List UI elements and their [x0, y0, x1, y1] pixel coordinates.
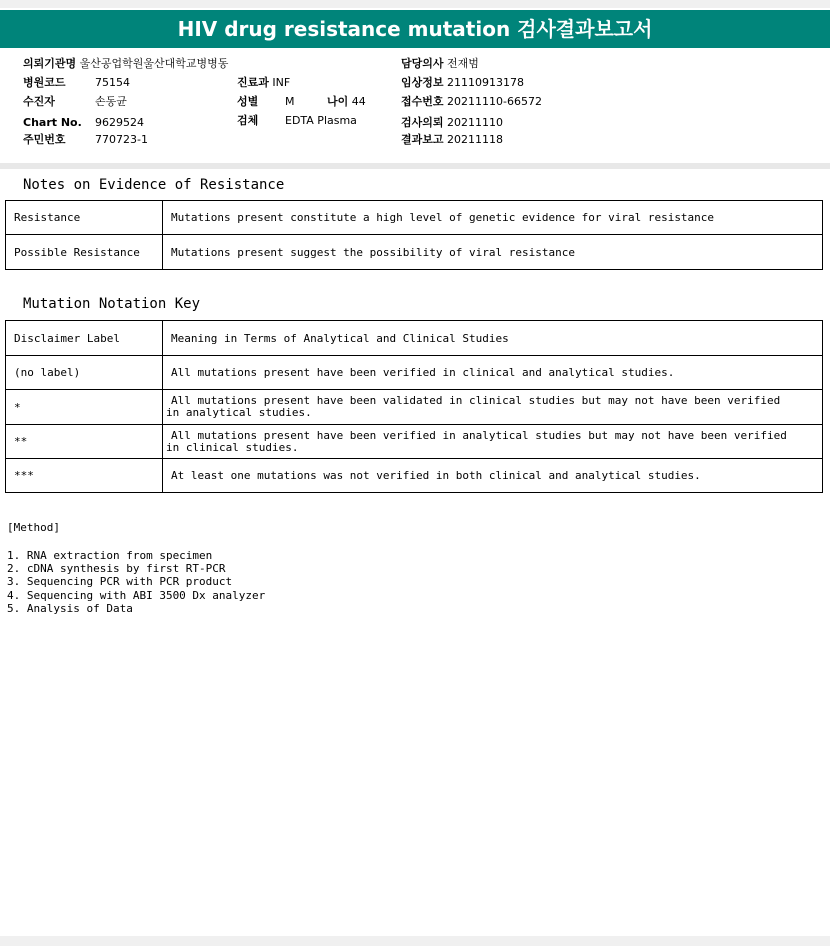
table-row: [6, 356, 823, 390]
table-row: [6, 390, 823, 425]
doctor-row: [401, 57, 479, 71]
notation-text: At least one mutations was not verified in both clinical and analytical studies.: [163, 459, 823, 493]
table-row: [6, 459, 823, 493]
department-label: 진료과: [237, 76, 269, 89]
chart-no-row: [23, 116, 82, 130]
notation-label: ***: [6, 459, 163, 493]
examinee-value: 손동균: [95, 95, 127, 108]
chart-no-label: Chart No.: [23, 116, 82, 129]
hospital-code-row: [23, 76, 66, 90]
examinee-row: [23, 95, 55, 109]
specimen-label: 검체: [237, 114, 259, 127]
hospital-code-label: 병원코드: [23, 76, 66, 89]
institution-value: 울산공업학원울산대학교병병동: [79, 57, 229, 70]
notation-label: *: [6, 390, 163, 425]
notation-text: All mutations present have been verified in clinical and analytical studies.: [163, 356, 823, 390]
examinee-label: 수진자: [23, 95, 55, 108]
notation-label: (no label): [6, 356, 163, 390]
age-value: 44: [351, 95, 366, 108]
method-step: 4. Sequencing with ABI 3500 Dx analyzer: [7, 589, 266, 602]
evidence-label: Possible Resistance: [6, 235, 163, 270]
department-row: [237, 76, 290, 90]
report-date-label: 결과보고: [401, 133, 444, 146]
clinical-info-value: 21110913178: [447, 76, 524, 89]
notation-label: **: [6, 425, 163, 459]
notation-text: All mutations present have been validated in clinical studies but may not have been verified in analytical studies.: [163, 390, 823, 425]
evidence-table: [5, 200, 823, 270]
report-date-value: 20211118: [447, 133, 504, 146]
table-header-row: [6, 321, 823, 356]
receipt-no-label: 접수번호: [401, 95, 444, 108]
receipt-no-row: [401, 95, 542, 109]
evidence-text: Mutations present constitute a high level of genetic evidence for viral resistance: [163, 201, 823, 235]
resident-no-value: 770723-1: [95, 133, 148, 146]
clinical-info-label: 임상정보: [401, 76, 444, 89]
department-value: INF: [272, 76, 291, 89]
method-step: 1. RNA extraction from specimen: [7, 549, 213, 562]
notation-text: All mutations present have been verified in analytical studies but may not have been verified in clinical studies.: [163, 425, 823, 459]
column-header: Meaning in Terms of Analytical and Clinical Studies: [163, 321, 823, 356]
divider: [0, 163, 830, 169]
receipt-no-value: 20211110-66572: [447, 95, 542, 108]
request-date-value: 20211110: [447, 116, 504, 129]
column-header: Disclaimer Label: [6, 321, 163, 356]
evidence-label: Resistance: [6, 201, 163, 235]
notation-table: [5, 320, 823, 493]
request-date-label: 검사의뢰: [401, 116, 444, 129]
chart-no-value: 9629524: [95, 116, 144, 129]
table-row: [6, 201, 823, 235]
specimen-value: EDTA Plasma: [285, 114, 357, 127]
method-title: [Method]: [7, 521, 60, 534]
method-step: 3. Sequencing PCR with PCR product: [7, 575, 233, 588]
resident-no-row: [23, 133, 66, 147]
institution-row: [23, 57, 228, 71]
evidence-title: Notes on Evidence of Resistance: [23, 177, 285, 193]
age-label: 나이: [327, 95, 349, 108]
method-step: 2. cDNA synthesis by first RT-PCR: [7, 562, 226, 575]
method-step: 5. Analysis of Data: [7, 602, 133, 615]
request-date-row: [401, 116, 503, 130]
evidence-text: Mutations present suggest the possibility of viral resistance: [163, 235, 823, 270]
notation-title: Mutation Notation Key: [23, 296, 201, 312]
report-date-row: [401, 133, 503, 147]
table-row: [6, 235, 823, 270]
doctor-label: 담당의사: [401, 57, 444, 70]
institution-label: 의뢰기관명: [23, 57, 77, 70]
age-row: [327, 95, 366, 109]
hospital-code-value: 75154: [95, 76, 130, 89]
sex-label: 성별: [237, 95, 259, 108]
resident-no-label: 주민번호: [23, 133, 66, 146]
sex-value: M: [285, 95, 295, 108]
doctor-value: 전재범: [447, 57, 479, 70]
clinical-info-row: [401, 76, 524, 90]
table-row: [6, 425, 823, 459]
report-title: HIV drug resistance mutation 검사결과보고서: [0, 10, 830, 48]
